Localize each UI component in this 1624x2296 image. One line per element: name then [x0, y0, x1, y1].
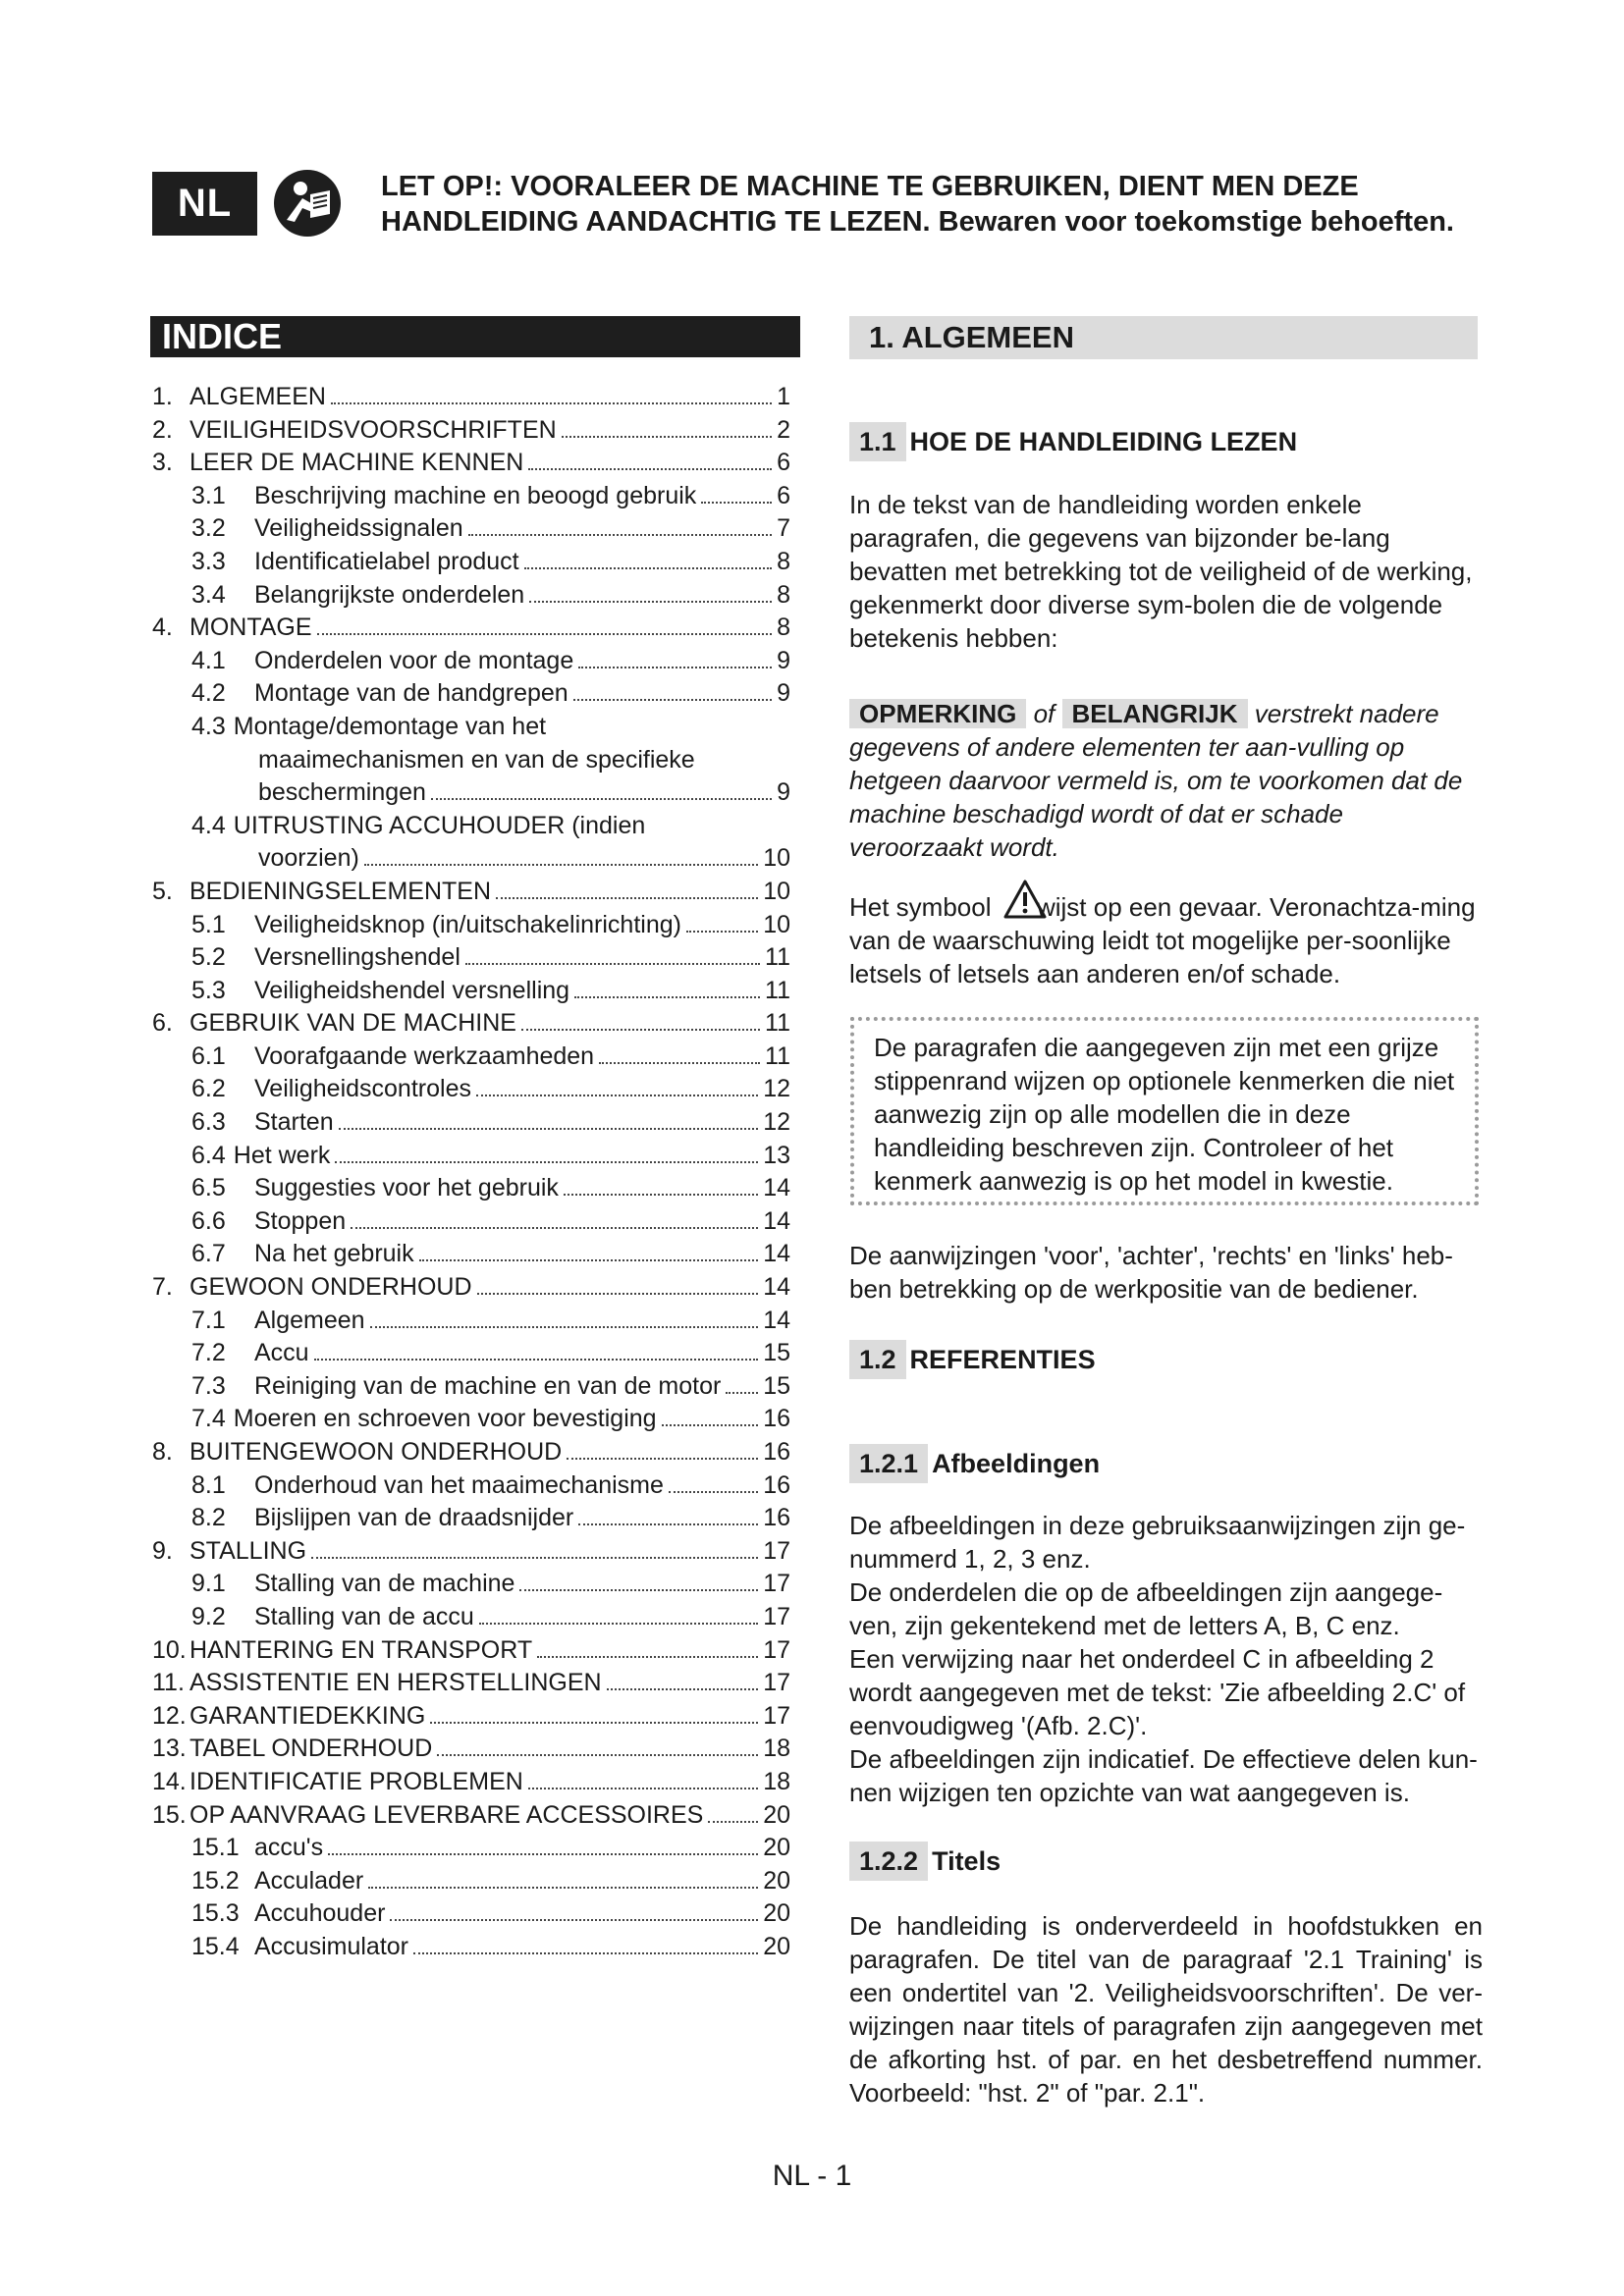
page-number: NL - 1: [772, 2160, 852, 2192]
toc-row[interactable]: 4.3 Montage/demontage van het: [191, 712, 547, 740]
toc-row[interactable]: 3. LEER DE MACHINE KENNEN 6: [152, 449, 790, 477]
toc-row[interactable]: 15.2 Acculader 20: [191, 1866, 790, 1895]
safety-warning: [381, 169, 1510, 240]
toc-row[interactable]: 9. STALLING 17: [152, 1536, 790, 1565]
toc-row[interactable]: 10. HANTERING EN TRANSPORT 17: [152, 1635, 790, 1664]
paragraph: In de tekst van de handleiding worden enkele paragrafen, die gegevens van bijzonder be-lang bevatten met betrekking tot de veiligheid of de werking, gekenmerkt door diverse sym-bolen die de volgende betekenis hebben:: [849, 490, 1473, 653]
toc-row[interactable]: 7.3 Reiniging van de machine en van de motor 15: [191, 1371, 790, 1400]
toc-row[interactable]: 7. GEWOON ONDERHOUD 14: [152, 1273, 790, 1302]
toc-row[interactable]: 9.2 Stalling van de accu 17: [191, 1602, 790, 1630]
toc-row[interactable]: 15.3 Accuhouder 20: [191, 1899, 790, 1928]
toc-row[interactable]: 3.3 Identificatielabel product 8: [191, 547, 790, 575]
warning-line-1: LET OP!: VOORALEER DE MACHINE TE GEBRUIKEN, DIENT MEN DEZE: [381, 171, 1359, 202]
toc-row-continuation: beschermingen 9: [258, 778, 790, 807]
warning-line-2: HANDLEIDING AANDACHTIG TE LEZEN. Bewaren voor toekomstige behoeften.: [381, 206, 1454, 238]
note-paragraph: OPMERKING of BELANGRIJK verstrekt nadere gegevens of andere elementen ter aan-vulling op hetgeen daarvoor vermeld is, om te voorkomen dat de machine beschadigd wordt of dat er schade veroorzaakt wordt.: [849, 699, 1463, 862]
toc-row[interactable]: 6.2 Veiligheidscontroles 12: [191, 1075, 790, 1103]
paragraph: De aanwijzingen 'voor', 'achter', 'rechts' en 'links' heb-ben betrekking op de werkpositie van de bediener.: [849, 1241, 1453, 1304]
toc-row[interactable]: 6.3 Starten 12: [191, 1108, 790, 1137]
language-badge: NL: [152, 172, 257, 236]
toc-row[interactable]: 8.1 Onderhoud van het maaimechanisme 16: [191, 1470, 790, 1499]
toc-row[interactable]: 4.4 UITRUSTING ACCUHOUDER (indien: [191, 811, 646, 839]
toc-row[interactable]: 5. BEDIENINGSELEMENTEN 10: [152, 877, 790, 905]
toc-row[interactable]: 1. ALGEMEEN 1: [152, 383, 790, 410]
toc-row[interactable]: 2. VEILIGHEIDSVOORSCHRIFTEN 2: [152, 415, 790, 444]
toc-row[interactable]: 7.1 Algemeen 14: [191, 1306, 790, 1334]
subsection-heading: 1.2.1 Afbeeldingen: [849, 1444, 1100, 1483]
toc-row[interactable]: 4.2 Montage van de handgrepen 9: [191, 679, 790, 708]
belangrijk-tag: BELANGRIJK: [1062, 699, 1248, 728]
toc-row[interactable]: 6.5 Suggesties voor het gebruik 14: [191, 1174, 790, 1202]
toc-row[interactable]: 6.6 Stoppen 14: [191, 1206, 790, 1235]
toc-row[interactable]: 8.2 Bijslijpen van de draadsnijder 16: [191, 1504, 790, 1532]
toc-row[interactable]: 13. TABEL ONDERHOUD 18: [152, 1735, 790, 1763]
table-of-contents: [152, 381, 790, 1964]
toc-row[interactable]: 6.4 Het werk 13: [191, 1141, 790, 1169]
toc-row[interactable]: 15.4 Accusimulator 20: [191, 1932, 790, 1960]
toc-row-continuation: maaimechanismen en van de specifieke: [258, 745, 695, 774]
toc-row[interactable]: 12. GARANTIEDEKKING 17: [152, 1701, 790, 1730]
manual-read-icon: [273, 169, 342, 238]
toc-row[interactable]: 4.1 Onderdelen voor de montage 9: [191, 646, 790, 674]
toc-row[interactable]: 3.1 Beschrijving machine en beoogd gebruik 6: [191, 481, 790, 509]
subsection-heading: 1.1 HOE DE HANDLEIDING LEZEN: [849, 422, 1297, 461]
toc-row[interactable]: 9.1 Stalling van de machine 17: [191, 1570, 790, 1598]
toc-row[interactable]: 15.1 accu's 20: [191, 1834, 790, 1862]
hazard-paragraph: Het symbool wijst op een gevaar. Veronachtza-ming van de waarschuwing leidt tot mogelijke per-soonlijke letsels of letsels aan anderen en/of schade.: [849, 879, 1483, 990]
toc-row[interactable]: 5.1 Veiligheidsknop (in/uitschakelinrichting) 10: [191, 910, 790, 938]
opmerking-tag: OPMERKING: [849, 699, 1026, 728]
figures-text: De afbeeldingen in deze gebruiksaanwijzingen zijn ge-nummerd 1, 2, 3 enz. De onderdelen die op de afbeeldingen zijn aangege-ven, zijn gekentekend met de letters A, B, C enz. Een verwijzing naar het onderdeel C in afbeelding 2 wordt aangegeven met de tekst: 'Zie afbeelding 2.C' of eenvoudigweg '(Afb. 2.C)'. De afbeeldingen zijn indicatief. De effectieve delen kun-nen wijzigen ten opzichte van wat aangegeven is.: [849, 1511, 1478, 1807]
toc-row[interactable]: 14. IDENTIFICATIE PROBLEMEN 18: [152, 1767, 790, 1795]
toc-row[interactable]: 15. OP AANVRAAG LEVERBARE ACCESSOIRES 20: [152, 1800, 790, 1829]
optional-feature-box: [850, 1017, 1479, 1205]
toc-row[interactable]: 11. ASSISTENTIE EN HERSTELLINGEN 17: [152, 1669, 790, 1697]
toc-row[interactable]: 6.1 Voorafgaande werkzaamheden 11: [191, 1041, 790, 1070]
toc-row-continuation: voorzien) 10: [258, 844, 790, 873]
optional-feature-text: De paragrafen die aangegeven zijn met een grijze stippenrand wijzen op optionele kenmerken die niet aanwezig zijn op alle modellen die in deze handleiding beschreven zijn. Controleer of het kenmerk aanwezig is op het model in kwestie.: [874, 1033, 1455, 1196]
toc-row[interactable]: 5.3 Veiligheidshendel versnelling 11: [191, 976, 790, 1004]
toc-row[interactable]: 3.2 Veiligheidssignalen 7: [191, 514, 790, 543]
toc-row[interactable]: 6. GEBRUIK VAN DE MACHINE 11: [152, 1009, 790, 1038]
toc-row[interactable]: 5.2 Versnellingshendel 11: [191, 943, 790, 972]
toc-row[interactable]: 3.4 Belangrijkste onderdelen 8: [191, 580, 790, 609]
titles-text: De handleiding is onderverdeeld in hoofdstukken en paragrafen. De titel van de paragraaf '2.1 Training' is een ondertitel van '2. Veiligheidsvoorschriften'. De ver-wijzingen naar titels of paragrafen zijn aangegeven met de afkorting hst. of par. en het desbetreffend nummer. Voorbeeld: "hst. 2" of "par. 2.1".: [849, 1911, 1483, 2108]
toc-row[interactable]: 8. BUITENGEWOON ONDERHOUD 16: [152, 1438, 790, 1466]
toc-row[interactable]: 6.7 Na het gebruik 14: [191, 1240, 790, 1268]
subsection-heading: 1.2.2 Titels: [849, 1842, 1001, 1881]
section-title: 1. ALGEMEEN: [849, 316, 1478, 359]
toc-title: INDICE: [150, 316, 800, 357]
toc-row[interactable]: 4. MONTAGE 8: [152, 614, 790, 642]
toc-row[interactable]: 7.4 Moeren en schroeven voor bevestiging 16: [191, 1405, 790, 1433]
toc-row[interactable]: 7.2 Accu 15: [191, 1339, 790, 1367]
subsection-heading: 1.2 REFERENTIES: [849, 1340, 1096, 1379]
